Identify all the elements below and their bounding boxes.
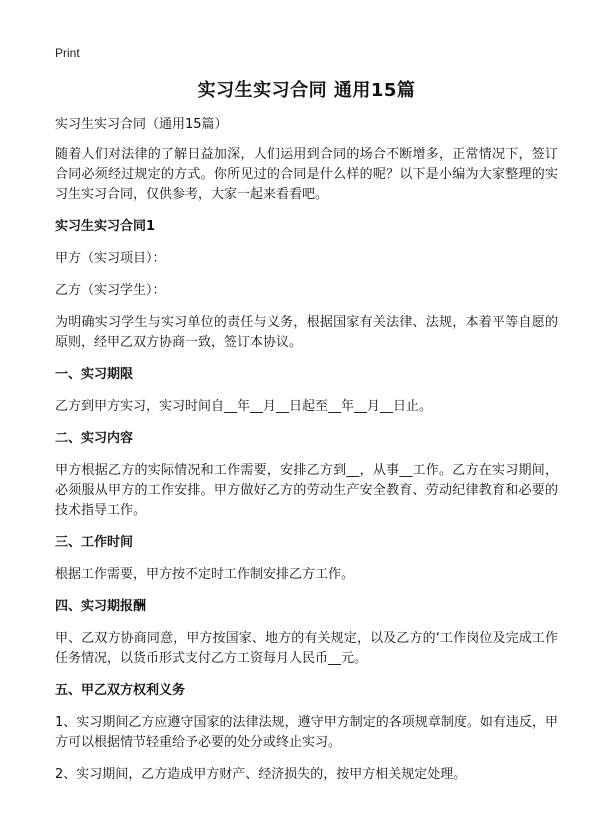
section-paragraph: 1、实习期间乙方应遵守国家的法律法规，遵守甲方制定的各项规章制度。如有违反，甲方可以根据情节轻重给予必要的处分或终止实习。: [55, 715, 558, 750]
section-paragraph: 甲、乙双方协商同意，甲方按国家、地方的有关规定，以及乙方的‘工作岗位及完成工作任务情况，以货币形式支付乙方工资每月人民币__元。: [55, 631, 558, 666]
contract-heading: 实习生实习合同1: [55, 219, 156, 234]
section-heading-pay: 四、实习期报酬: [55, 599, 147, 614]
document-subtitle: 实习生实习合同（通用15篇）: [55, 117, 228, 132]
print-link[interactable]: Print: [55, 46, 80, 60]
section-paragraph: 根据工作需要，甲方按不定时工作制安排乙方工作。: [55, 567, 355, 582]
party-a-line: 甲方（实习项目）：: [55, 251, 166, 266]
party-b-line: 乙方（实习学生）：: [55, 283, 166, 298]
section-heading-hours: 三、工作时间: [55, 535, 134, 550]
section-heading-rights: 五、甲乙双方权利义务: [55, 683, 186, 698]
section-paragraph: 2、实习期间，乙方造成甲方财产、经济损失的，按甲方相关规定处理。: [55, 767, 467, 782]
intro-paragraph: 随着人们对法律的了解日益加深，人们运用到合同的场合不断增多，正常情况下，签订合同必须经过规定的方式。你所见过的合同是什么样的呢？以下是小编为大家整理的实习生实习合同，仅供参考，大家一起来看看吧。: [55, 147, 558, 202]
section-heading-content: 二、实习内容: [55, 431, 134, 446]
preamble-paragraph: 为明确实习学生与实习单位的责任与义务，根据国家有关法律、法规，本着平等自愿的原则，经甲乙双方协商一致，签订本协议。: [55, 315, 558, 350]
section-paragraph: 甲方根据乙方的实际情况和工作需要，安排乙方到__，从事__工作。乙方在实习期间，必须服从甲方的工作安排。甲方做好乙方的劳动生产安全教育、劳动纪律教育和必要的技术指导工作。: [55, 463, 558, 518]
section-paragraph: 乙方到甲方实习，实习时间自__年__月__日起至__年__月__日止。: [55, 399, 433, 414]
document-title: 实习生实习合同 通用15篇: [197, 80, 416, 101]
section-heading-term: 一、实习期限: [55, 367, 134, 382]
